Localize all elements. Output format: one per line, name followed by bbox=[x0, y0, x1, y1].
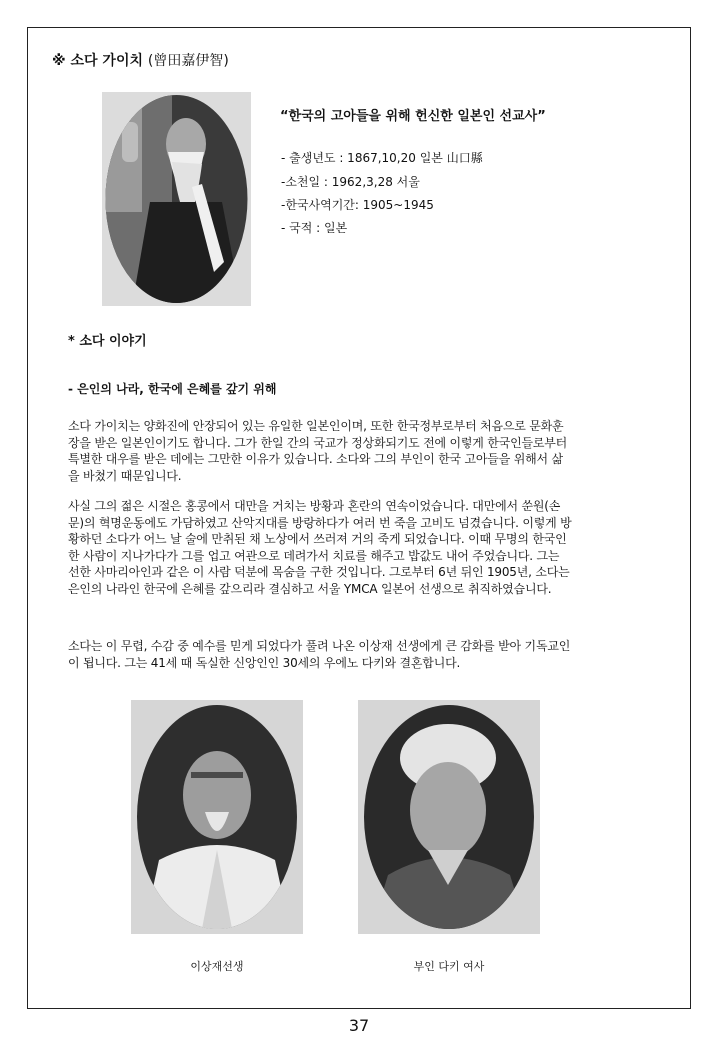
person-name: 소다 가이치 bbox=[70, 53, 143, 69]
paragraph-line: 장을 받은 일본인이기도 합니다. 그가 한일 간의 국교가 정상화되기도 전에 이렇게 한국인들로부터 bbox=[68, 435, 568, 450]
taki-portrait bbox=[358, 700, 540, 934]
paragraph-3 bbox=[68, 638, 668, 671]
taki-portrait-image bbox=[358, 700, 540, 934]
info-death: -소천일 : 1962,3,28 서울 bbox=[281, 175, 420, 189]
reference-mark: ※ bbox=[52, 53, 66, 69]
info-nationality: - 국적 : 일본 bbox=[281, 221, 348, 235]
lee-sangjae-portrait bbox=[131, 700, 303, 934]
info-birth: - 출생년도 : 1867,10,20 일본 山口縣 bbox=[281, 151, 483, 165]
paragraph-line: 황하던 소다가 어느 날 술에 만취된 채 노상에서 쓰러져 거의 죽게 되었습니다. 이때 무명의 한국인 bbox=[68, 532, 567, 546]
paragraph-line: 한 사람이 지나가다가 그를 업고 여관으로 데려가서 치료를 해주고 밥값도 내어 주었습니다. 그는 bbox=[68, 548, 560, 563]
paragraph-line: 을 바쳤기 때문입니다. bbox=[68, 468, 182, 483]
caption-lee-sangjae: 이상재선생 bbox=[190, 960, 244, 973]
caption-taki: 부인 다키 여사 bbox=[413, 960, 485, 973]
paragraph-line: 소다는 이 무렵, 수감 중 예수를 믿게 되었다가 풀려 나온 이상재 선생에게 큰 감화를 받아 기독교인 bbox=[68, 639, 571, 653]
paragraph-2 bbox=[68, 498, 668, 597]
paragraph-line: 문)의 혁명운동에도 가담하였고 산악지대를 방랑하다가 여러 번 죽을 고비도 넘겼습니다. 이렇게 방 bbox=[68, 515, 572, 530]
page-title bbox=[52, 50, 229, 70]
quote-heading: “한국의 고아들을 위해 헌신한 일본인 선교사” bbox=[280, 109, 546, 124]
page-number: 37 bbox=[348, 1016, 370, 1035]
person-name-hanja: (曾田嘉伊智) bbox=[147, 53, 229, 69]
paragraph-line: 이 됩니다. 그는 41세 때 독실한 신앙인인 30세의 우에노 다키와 결혼합니다. bbox=[68, 655, 461, 670]
soda-portrait bbox=[102, 92, 251, 306]
soda-portrait-image bbox=[102, 92, 251, 306]
paragraph-line: 선한 사마리아인과 같은 이 사람 덕분에 목숨을 구한 것입니다. 그로부터 6년 뒤인 1905년, 소다는 bbox=[68, 565, 570, 579]
paragraph-line: 소다 가이치는 양화진에 안장되어 있는 유일한 일본인이며, 또한 한국정부로부터 처음으로 문화훈 bbox=[68, 419, 564, 433]
section-heading: * 소다 이야기 bbox=[68, 334, 147, 349]
paragraph-line: 특별한 대우를 받은 데에는 그만한 이유가 있습니다. 소다와 그의 부인이 한국 고아들을 위해서 삶 bbox=[68, 452, 563, 466]
paragraph-1 bbox=[68, 418, 668, 484]
paragraph-line: 은인의 나라인 한국에 은혜를 갚으리라 결심하고 서울 YMCA 일본어 선생으로 취직하였습니다. bbox=[68, 581, 552, 596]
paragraph-line: 사실 그의 젊은 시절은 홍콩에서 대만을 거치는 방황과 혼란의 연속이었습니다. 대만에서 쑨원(손 bbox=[68, 499, 561, 513]
sub-heading: - 은인의 나라, 한국에 은혜를 갚기 위해 bbox=[68, 382, 277, 396]
info-ministry-period: -한국사역기간: 1905~1945 bbox=[281, 198, 434, 212]
lee-sangjae-portrait-image bbox=[131, 700, 303, 934]
